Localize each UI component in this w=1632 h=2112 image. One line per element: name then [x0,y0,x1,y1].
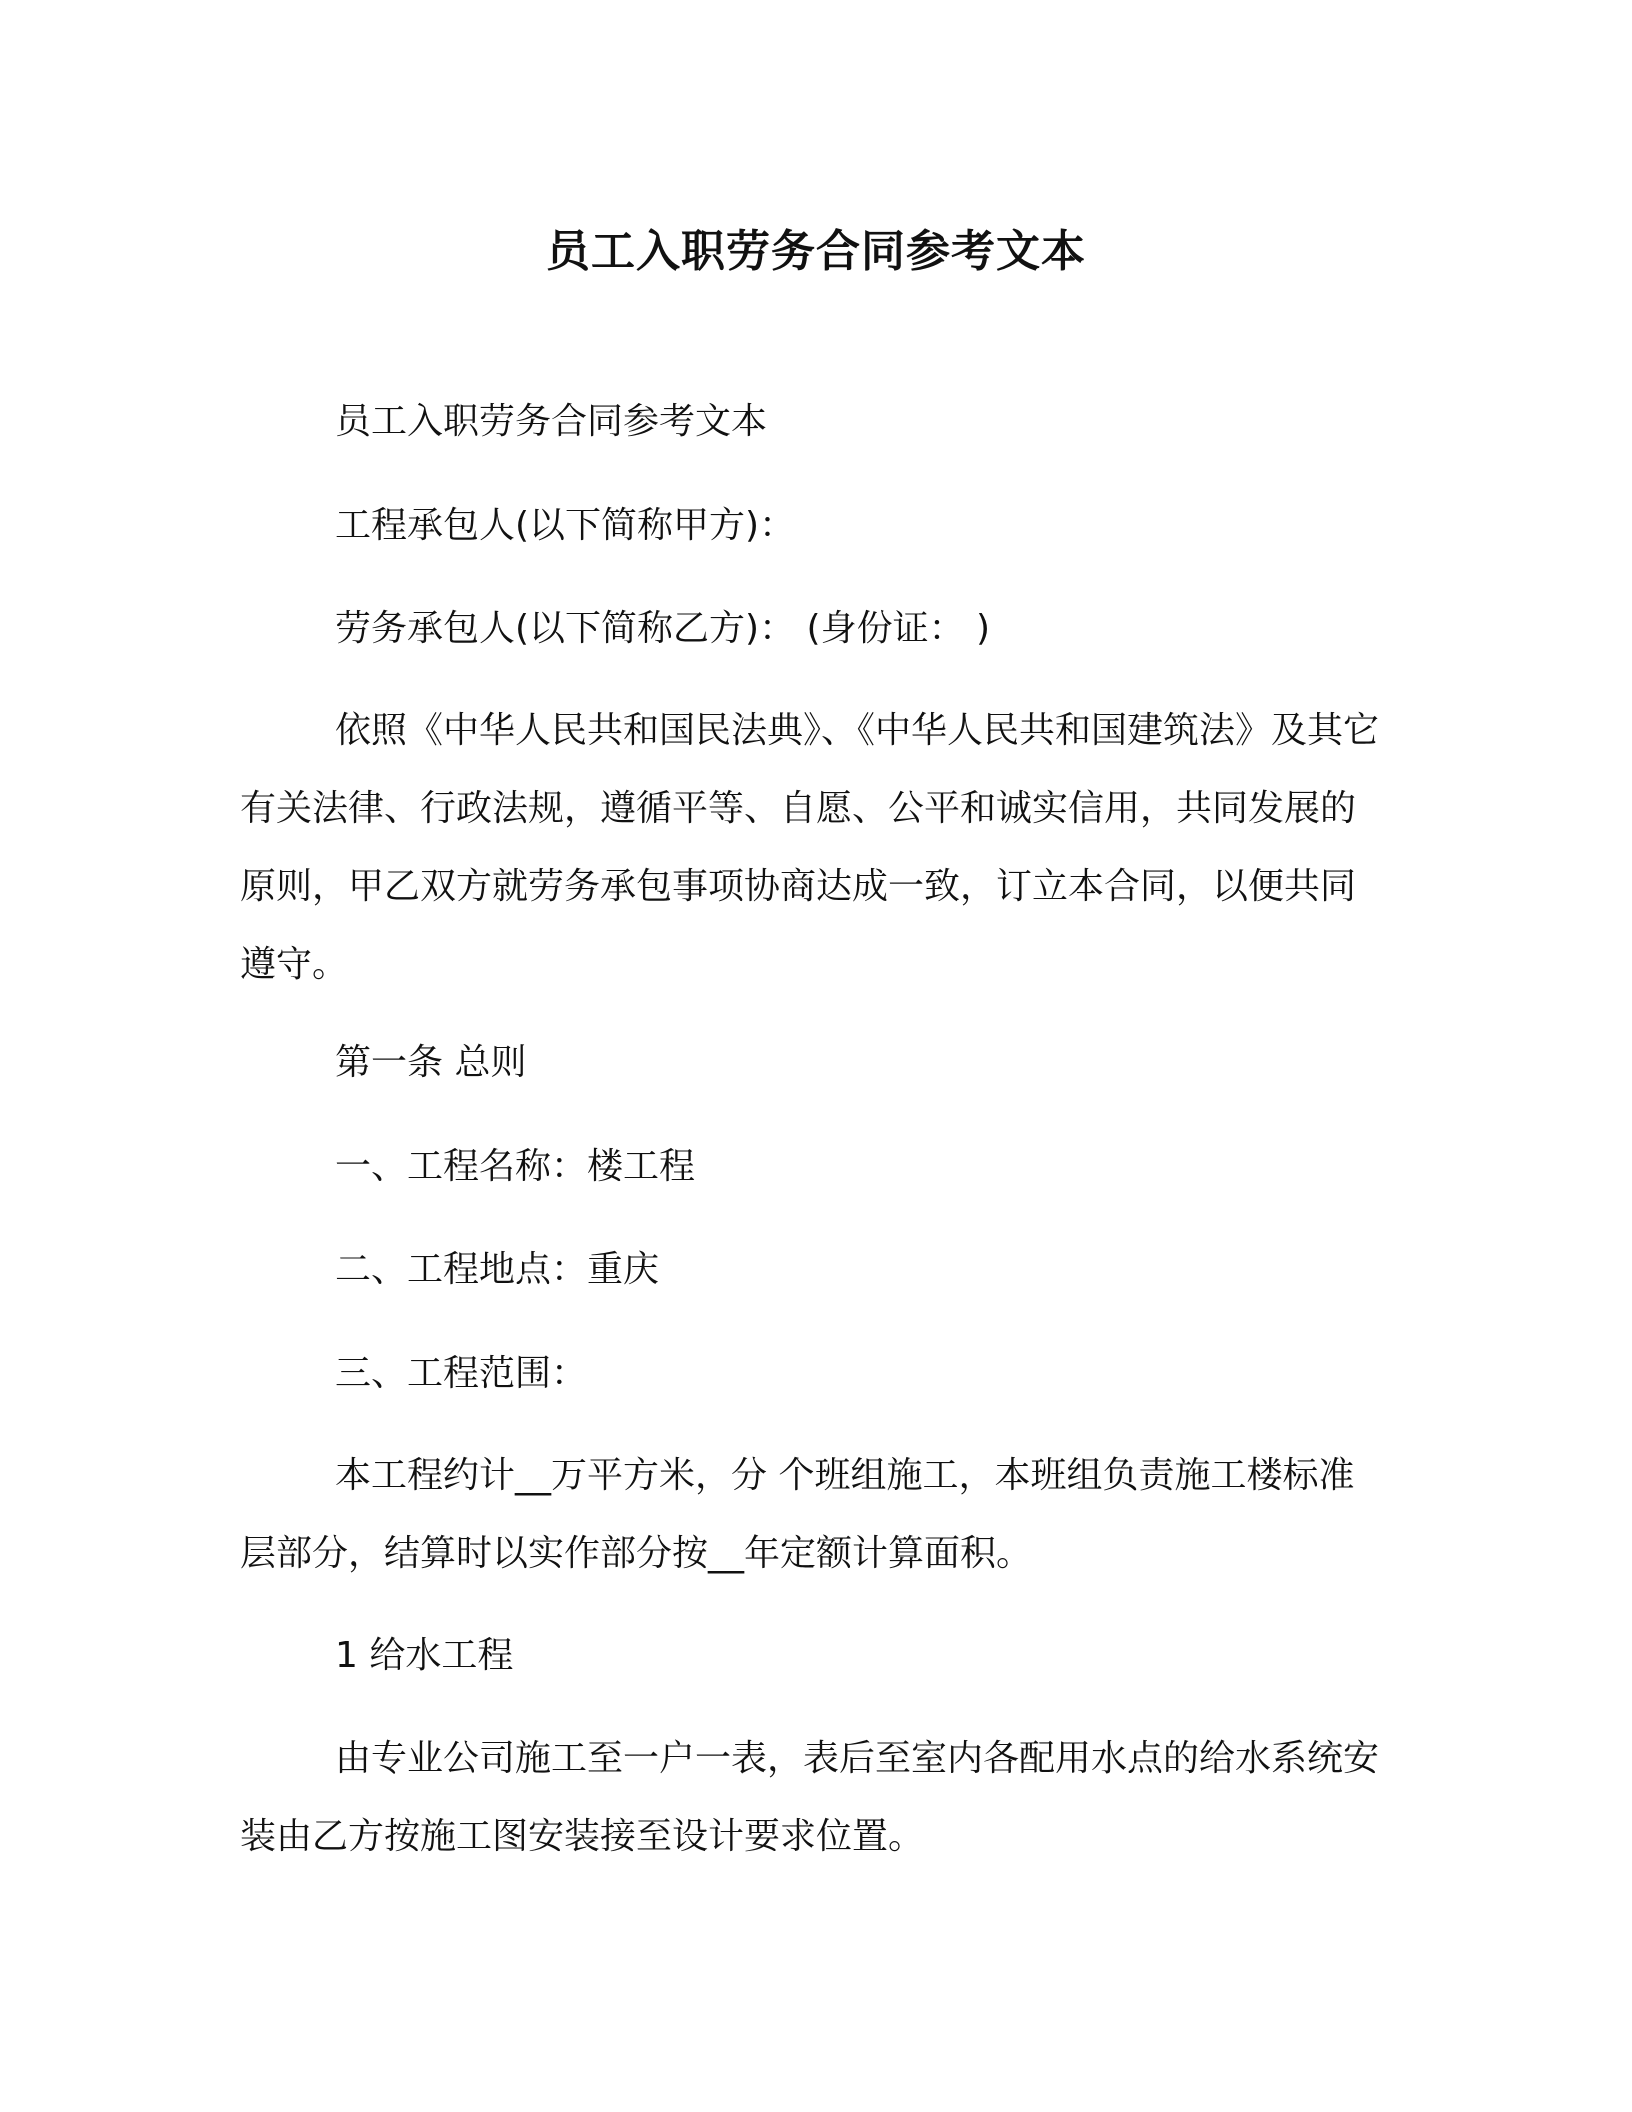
article-1-heading: 第一条 总则 [335,1042,527,1083]
item-1-line: 一、工程名称：楼工程 [335,1146,696,1187]
intro-paragraph: 依照《中华人民共和国民法典》、《中华人民共和国建筑法》及其它有关法律、行政法规，遵循平等、自愿、公平和诚实信用，共同发展的原则，甲乙双方就劳务承包事项协商达成一致，订立本合同，以便共同遵守。 [240,710,1380,985]
party-a-line: 工程承包人(以下简称甲方)： [335,505,796,546]
item-3-line: 三、工程范围： [335,1353,588,1394]
document-title: 员工入职劳务合同参考文本 [546,226,1086,277]
party-b-line: 劳务承包人(以下简称乙方)： (身份证： ) [335,608,991,649]
item-2-line: 二、工程地点：重庆 [335,1249,660,1290]
subsection-1-paragraph: 由专业公司施工至一户一表，表后至室内各配用水点的给水系统安装由乙方按施工图安装接至设计要求位置。 [240,1738,1380,1857]
subsection-1-heading: 1 给水工程 [335,1635,514,1676]
subtitle-line: 员工入职劳务合同参考文本 [335,401,768,442]
scope-paragraph: 本工程约计__万平方米，分 个班组施工，本班组负责施工楼标准层部分，结算时以实作部分按__年定额计算面积。 [240,1455,1355,1574]
